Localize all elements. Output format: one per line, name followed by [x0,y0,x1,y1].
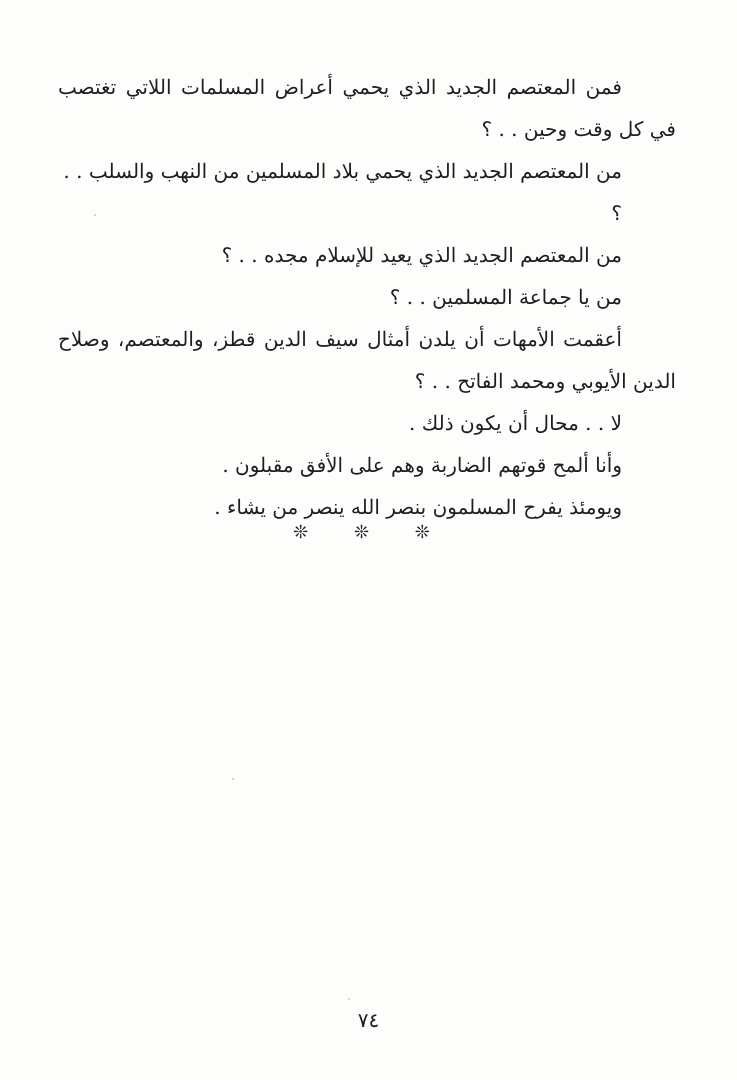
paragraph-8: ويومئذ يفرح المسلمون بنصر الله ينصر من يشاء . [214,495,622,519]
body-text [58,66,676,528]
asterism-icon: ❊ [353,522,384,543]
paragraph-7: وأنا ألمح قوتهم الضاربة وهم على الأفق مقبلون . [222,453,622,477]
paragraph-2: من المعتصم الجديد الذي يحمي بلاد المسلمين من النهب والسلب . . ؟ [63,159,622,225]
paragraph-4: من يا جماعة المسلمين . . ؟ [389,285,622,309]
paragraph-5: أعقمت الأمهات أن يلدن أمثال سيف الدين قطز، والمعتصم، وصلاح الدين الأيوبي ومحمد الفاتح . . ؟ [58,327,676,393]
paragraph-3: من المعتصم الجديد الذي يعيد للإسلام مجده . . ؟ [221,243,622,267]
page-number: ٧٤ [357,1008,380,1032]
scan-speck [348,998,350,1000]
scan-speck [94,214,96,216]
asterism-icon: ❊ [293,522,323,543]
asterism-icon: ❊ [414,522,444,543]
scan-speck [232,778,234,780]
section-divider [0,522,737,543]
paragraph-6: لا . . محال أن يكون ذلك . [409,411,622,435]
paragraph-1: فمن المعتصم الجديد الذي يحمي أعراض المسلمات اللاتي تغتصب في كل وقت وحين . . ؟ [58,75,676,141]
